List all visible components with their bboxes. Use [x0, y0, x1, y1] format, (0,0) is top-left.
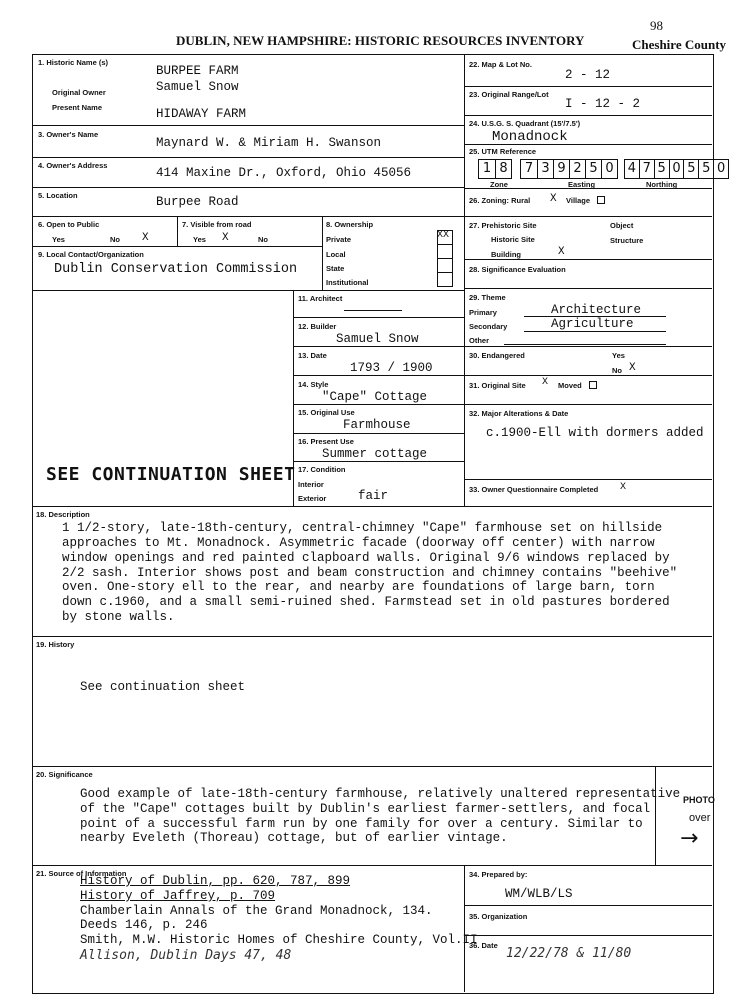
source-line: History of Jaffrey, p. 709 — [80, 889, 276, 903]
map-lot-value: 2 - 12 — [565, 68, 611, 82]
significance-line: of the "Cape" cottages built by Dublin's earliest farmer-settlers, and focal — [80, 802, 651, 816]
f6-mark: X — [142, 232, 149, 244]
f30-mark: X — [629, 362, 636, 374]
f30-label: 30. Endangered — [469, 351, 525, 360]
photo-label: PHOTO — [683, 795, 715, 805]
f16-label: 16. Present Use — [298, 437, 354, 446]
source-line: Chamberlain Annals of the Grand Monadnock, 134. — [80, 904, 433, 918]
f29-secondary: Secondary — [469, 322, 508, 331]
source-handwritten: Allison, Dublin Days 47, 48 — [80, 948, 292, 963]
f30-yes: Yes — [612, 351, 625, 360]
f8-local: Local — [326, 250, 346, 259]
original-use-value: Farmhouse — [343, 418, 411, 432]
f17-label: 17. Condition — [298, 465, 346, 474]
f35-label: 35. Organization — [469, 912, 528, 921]
f29-other: Other — [469, 336, 490, 345]
f23-label: 23. Original Range/Lot — [469, 90, 549, 99]
utm-easting-label: Easting — [568, 180, 596, 189]
prepared-by-value: WM/WLB/LS — [505, 887, 573, 901]
zoning-village: Village — [566, 196, 591, 205]
f32-label: 32. Major Alterations & Date — [469, 409, 569, 418]
source-line: History of Dublin, pp. 620, 787, 899 — [80, 874, 351, 888]
description-line: 1 1/2-story, late-18th-century, central-chimney "Cape" farmhouse set on hillside — [62, 521, 663, 535]
f8-label: 8. Ownership — [326, 220, 374, 229]
f29-label: 29. Theme — [469, 293, 506, 302]
f34-label: 34. Prepared by: — [469, 870, 528, 879]
f20-label: 20. Significance — [36, 770, 93, 779]
form-title: DUBLIN, NEW HAMPSHIRE: HISTORIC RESOURCES INVENTORY — [176, 33, 585, 48]
f15-label: 15. Original Use — [298, 408, 355, 417]
present-use-value: Summer cottage — [322, 447, 428, 461]
utm-northing-label: Northing — [646, 180, 678, 189]
f33-mark: X — [620, 482, 627, 493]
photo-arrow-icon: → — [680, 826, 699, 851]
original-owner-label: Original Owner — [52, 88, 106, 97]
condition-value: fair — [358, 489, 389, 503]
continuation-stamp: SEE CONTINUATION SHEET — [46, 464, 296, 485]
f7-mark: X — [222, 232, 229, 244]
f29-primary: Primary — [469, 308, 497, 317]
f21-label: 21. Source of Information — [36, 869, 127, 878]
f31-label: 31. Original Site — [469, 381, 526, 390]
style-value: "Cape" Cottage — [322, 390, 428, 404]
owner-address-value: 414 Maxine Dr., Oxford, Ohio 45056 — [156, 166, 412, 180]
description-line: 2/2 sash. Interior shows post and beam construction and chimney contains "beehive" — [62, 566, 678, 580]
theme-secondary-value: Agriculture — [551, 317, 634, 331]
source-line: Smith, M.W. Historic Homes of Cheshire County, Vol.II — [80, 933, 478, 947]
f27-label: 27. Prehistoric Site — [469, 221, 537, 230]
county: Cheshire County — [632, 37, 727, 52]
f4-label: 4. Owner's Address — [38, 161, 108, 170]
f33-label: 33. Owner Questionnaire Completed — [469, 485, 599, 494]
f11-label: 11. Architect — [298, 294, 343, 303]
utm-zone-label: Zone — [490, 180, 508, 189]
date-value: 1793 / 1900 — [350, 361, 433, 375]
significance-line: point of a successful farm run by one family for over a century. Similar to — [80, 817, 643, 831]
f24-label: 24. U.S.G. S. Quadrant (15'/7.5') — [469, 119, 581, 128]
f14-label: 14. Style — [298, 380, 329, 389]
description-line: approaches to Mt. Monadnock. Asymmetric facade (doorway off center) with narrow — [62, 536, 655, 550]
f27-structure: Structure — [610, 236, 644, 245]
f3-label: 3. Owner's Name — [38, 130, 99, 139]
description-line: by stone walls. — [62, 610, 175, 624]
f6-no: No — [110, 235, 120, 244]
f13-label: 13. Date — [298, 351, 327, 360]
f1-label: 1. Historic Name (s) — [38, 58, 109, 67]
date-prepared-value: 12/22/78 & 11/80 — [506, 946, 632, 961]
f31-moved: Moved — [558, 381, 582, 390]
f25-label: 25. UTM Reference — [469, 147, 537, 156]
historic-name-value: BURPEE FARM — [156, 64, 239, 78]
significance-line: nearby Eveleth (Thoreau) cottage, but of earlier vintage. — [80, 831, 508, 845]
description-line: window openings and red painted clapboard walls. Original 9/6 windows replaced by — [62, 551, 670, 565]
utm-easting: 7 3 9 2 5 0 — [520, 159, 618, 179]
present-name-value: HIDAWAY FARM — [156, 107, 247, 121]
f5-label: 5. Location — [38, 191, 78, 200]
page-number: 98 — [650, 18, 663, 33]
f12-label: 12. Builder — [298, 322, 337, 331]
utm-zone: 1 8 — [478, 159, 512, 179]
f8-state: State — [326, 264, 345, 273]
f8-private-mark: XX — [437, 230, 450, 241]
f17-exterior: Exterior — [298, 494, 327, 503]
photo-over: over — [689, 812, 711, 824]
local-contact-value: Dublin Conservation Commission — [54, 262, 298, 277]
builder-value: Samuel Snow — [336, 332, 419, 346]
f26-label: 26. Zoning: Rural — [469, 196, 531, 205]
f19-label: 19. History — [36, 640, 75, 649]
f6-label: 6. Open to Public — [38, 220, 100, 229]
f22-label: 22. Map & Lot No. — [469, 60, 532, 69]
history-value: See continuation sheet — [80, 680, 246, 694]
theme-primary-value: Architecture — [551, 303, 642, 317]
f27-building: Building — [491, 250, 521, 259]
alterations-value: c.1900-Ell with dormers added — [486, 426, 704, 440]
f6-yes: Yes — [52, 235, 65, 244]
f7-no: No — [258, 235, 268, 244]
f30-no: No — [612, 366, 622, 375]
owner-name-value: Maynard W. & Miriam H. Swanson — [156, 136, 382, 150]
quadrant-value: Monadnock — [492, 129, 568, 145]
range-lot-value: I - 12 - 2 — [565, 97, 641, 111]
description-line: down c.1960, and a small semi-ruined shed. Farmstead set in old pastures bordered — [62, 595, 670, 609]
f8-private: Private — [326, 235, 352, 244]
f9-label: 9. Local Contact/Organization — [38, 250, 144, 259]
village-checkbox — [597, 196, 605, 204]
significance-line: Good example of late-18th-century farmhouse, relatively unaltered representative — [80, 787, 681, 801]
f8-institutional: Institutional — [326, 278, 369, 287]
source-line: Deeds 146, p. 246 — [80, 918, 208, 932]
f7-label: 7. Visible from road — [182, 220, 252, 229]
moved-checkbox — [589, 381, 597, 389]
location-value: Burpee Road — [156, 195, 239, 209]
f18-label: 18. Description — [36, 510, 90, 519]
f27-historic-site: Historic Site — [491, 235, 535, 244]
f31-mark: X — [542, 377, 549, 388]
f27-object: Object — [610, 221, 634, 230]
f27-building-mark: X — [558, 246, 565, 258]
description-line: oven. One-story ell to the rear, and nearby are foundations of large barn, torn — [62, 580, 655, 594]
f36-label: 36. Date — [469, 941, 498, 950]
f17-interior: Interior — [298, 480, 324, 489]
original-owner-value: Samuel Snow — [156, 80, 239, 94]
present-name-label: Present Name — [52, 103, 103, 112]
zoning-rural-mark: X — [550, 193, 557, 205]
f28-label: 28. Significance Evaluation — [469, 265, 566, 274]
f7-yes: Yes — [193, 235, 206, 244]
utm-northing: 4 7 5 0 5 5 0 — [624, 159, 729, 179]
